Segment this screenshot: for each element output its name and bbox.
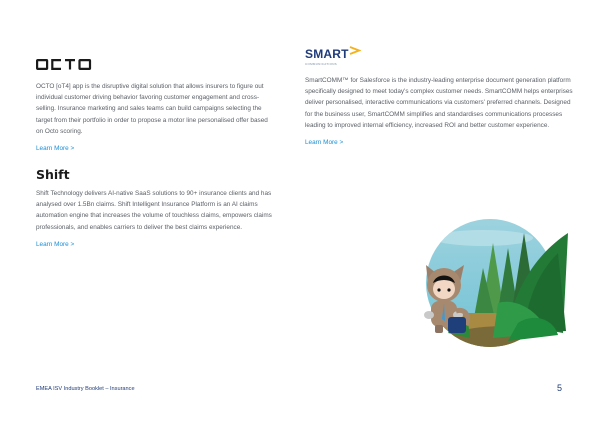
smartcomm-logo-text: SMART bbox=[305, 47, 349, 61]
smartcomm-learn-more-link[interactable]: Learn More > bbox=[305, 139, 344, 147]
astro-forest-illustration bbox=[388, 213, 573, 363]
octo-description: OCTO [oT4] app is the disruptive digital solution that allows insurers to figure out individual customer driving behavior favoring customer engagement and cross-selling. Insurance marketing and sales teams can build campaigns selecting the target from their portfolio in order to propose a motor line personalised offer based on Octo scoring. bbox=[36, 83, 268, 135]
smartcomm-description: SmartCOMM™ for Salesforce is the industry-leading enterprise document generation platform specifically designed to meet today's complex customer needs. SmartCOMM helps enterprises deliver personalised, interactive communications via customers' preferred channels. Designed for the business user, SmartCOMM simplifies and standardises communications processes leading to improved internal efficiency, increased ROI and better customer experience. bbox=[305, 77, 573, 129]
shift-title: Shift bbox=[36, 167, 70, 183]
smartcomm-logo-subtext: COMMUNICATIONS bbox=[305, 62, 337, 66]
right-column bbox=[305, 47, 573, 149]
booklet-title: EMEA ISV Industry Booklet – Insurance bbox=[36, 386, 135, 392]
octo-logo-icon bbox=[36, 59, 92, 70]
smartcomm-logo bbox=[305, 48, 573, 70]
shift-learn-more-link[interactable]: Learn More > bbox=[36, 240, 75, 248]
shift-section bbox=[36, 168, 276, 251]
chevron-right-icon bbox=[349, 46, 361, 58]
shift-description: Shift Technology delivers AI-native SaaS solutions to 90+ insurance clients and has analysed over 1.5Bn claims. Shift Intelligent Insurance Platform is an AI claims automation engine that increases the volume of touchless claims, empowers claims professionals, and enables carriers to deliver the best claims experience. bbox=[36, 190, 272, 231]
octo-learn-more-link[interactable]: Learn More > bbox=[36, 145, 75, 153]
left-column bbox=[36, 50, 276, 251]
octo-logo bbox=[36, 53, 276, 75]
page-number: 5 bbox=[557, 383, 563, 393]
